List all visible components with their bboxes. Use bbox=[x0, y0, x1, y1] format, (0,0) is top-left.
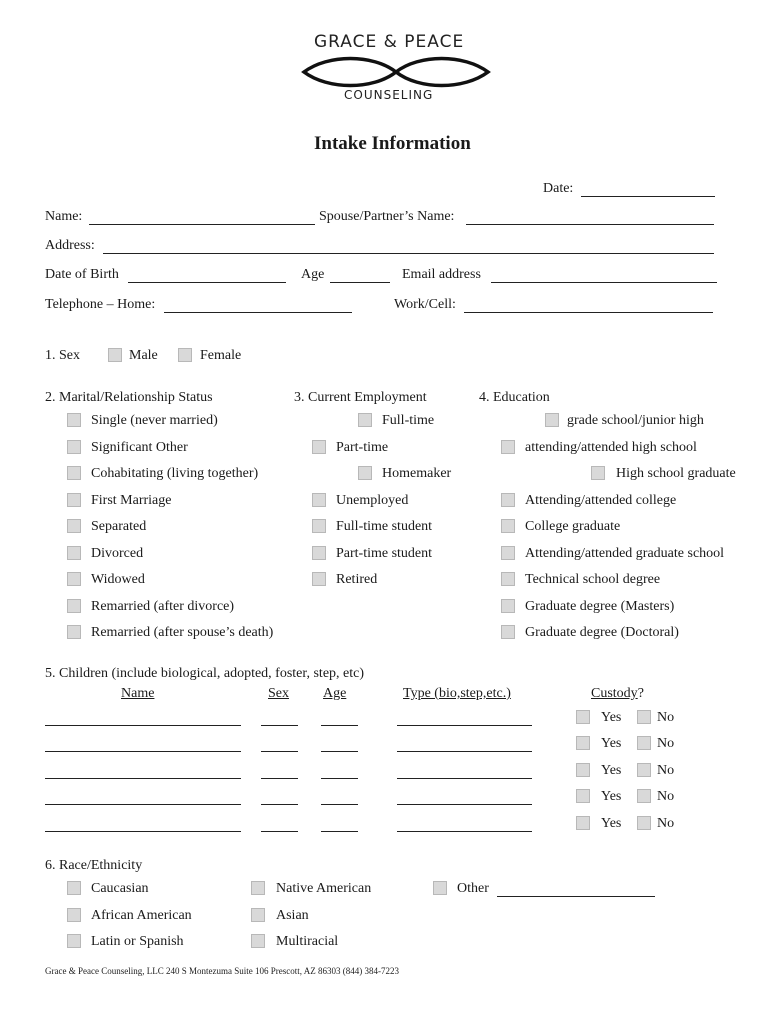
employment-part-time-student-label: Part-time student bbox=[336, 546, 433, 561]
marital-widowed-checkbox[interactable] bbox=[67, 572, 81, 586]
marital-remarried-death-checkbox[interactable] bbox=[67, 625, 81, 639]
work-cell-label: Work/Cell: bbox=[394, 297, 456, 312]
child-4-sex-field[interactable] bbox=[261, 804, 298, 805]
marital-first-marriage-checkbox[interactable] bbox=[67, 493, 81, 507]
race-caucasian-checkbox[interactable] bbox=[67, 881, 81, 895]
email-label: Email address bbox=[402, 267, 481, 282]
child-5-age-field[interactable] bbox=[321, 831, 358, 832]
marital-single-checkbox[interactable] bbox=[67, 413, 81, 427]
race-heading: 6. Race/Ethnicity bbox=[45, 858, 143, 873]
female-checkbox[interactable] bbox=[178, 348, 192, 362]
child-4-custody-yes-checkbox[interactable] bbox=[576, 789, 590, 803]
child-1-custody-yes-label: Yes bbox=[601, 710, 622, 725]
marital-single-label: Single (never married) bbox=[91, 413, 218, 428]
children-col-type: Type (bio,step,etc.) bbox=[403, 686, 511, 701]
child-3-custody-yes-label: Yes bbox=[601, 763, 622, 778]
employment-retired-label: Retired bbox=[336, 572, 378, 587]
marital-cohabitating-checkbox[interactable] bbox=[67, 466, 81, 480]
dob-field[interactable] bbox=[128, 282, 286, 283]
child-1-name-field[interactable] bbox=[45, 725, 241, 726]
children-col-age: Age bbox=[323, 686, 347, 701]
date-label: Date: bbox=[543, 181, 574, 196]
race-other-field[interactable] bbox=[497, 896, 655, 897]
education-doctoral-label: Graduate degree (Doctoral) bbox=[525, 625, 679, 640]
date-field[interactable] bbox=[581, 196, 715, 197]
marital-cohabitating-label: Cohabitating (living together) bbox=[91, 466, 259, 481]
education-high-school-label: attending/attended high school bbox=[525, 440, 697, 455]
age-label: Age bbox=[301, 267, 325, 282]
marital-divorced-checkbox[interactable] bbox=[67, 546, 81, 560]
name-field[interactable] bbox=[89, 224, 315, 225]
dob-label: Date of Birth bbox=[45, 267, 119, 282]
marital-heading: 2. Marital/Relationship Status bbox=[45, 390, 213, 405]
education-graduate-school-label: Attending/attended graduate school bbox=[525, 546, 725, 561]
race-asian-label: Asian bbox=[276, 908, 309, 923]
race-other-checkbox[interactable] bbox=[433, 881, 447, 895]
marital-divorced-label: Divorced bbox=[91, 546, 144, 561]
children-col-custody-q: ? bbox=[637, 686, 644, 701]
address-field[interactable] bbox=[103, 253, 714, 254]
employment-full-time-checkbox[interactable] bbox=[358, 413, 372, 427]
education-college-graduate-label: College graduate bbox=[525, 519, 621, 534]
child-5-name-field[interactable] bbox=[45, 831, 241, 832]
address-label: Address: bbox=[45, 238, 95, 253]
employment-unemployed-checkbox[interactable] bbox=[312, 493, 326, 507]
marital-widowed-label: Widowed bbox=[91, 572, 145, 587]
children-col-name: Name bbox=[121, 686, 155, 701]
marital-remarried-death-label: Remarried (after spouse’s death) bbox=[91, 625, 274, 640]
employment-homemaker-label: Homemaker bbox=[382, 466, 452, 481]
child-4-custody-yes-label: Yes bbox=[601, 789, 622, 804]
child-1-sex-field[interactable] bbox=[261, 725, 298, 726]
name-label: Name: bbox=[45, 209, 83, 224]
children-heading: 5. Children (include biological, adopted, foster, step, etc) bbox=[45, 666, 365, 681]
child-2-sex-field[interactable] bbox=[261, 751, 298, 752]
employment-part-time-student-checkbox[interactable] bbox=[312, 546, 326, 560]
race-asian-checkbox[interactable] bbox=[251, 908, 265, 922]
employment-full-time-label: Full-time bbox=[382, 413, 435, 428]
child-4-age-field[interactable] bbox=[321, 804, 358, 805]
child-2-custody-no-checkbox[interactable] bbox=[637, 736, 651, 750]
education-college-checkbox[interactable] bbox=[501, 493, 515, 507]
logo-bottom-text: COUNSELING bbox=[344, 88, 434, 102]
footer-text: Grace & Peace Counseling, LLC 240 S Montezuma Suite 106 Prescott, AZ 86303 (844) 384-7223 bbox=[45, 966, 399, 976]
child-1-custody-yes-checkbox[interactable] bbox=[576, 710, 590, 724]
employment-unemployed-label: Unemployed bbox=[336, 493, 409, 508]
child-3-custody-yes-checkbox[interactable] bbox=[576, 763, 590, 777]
spouse-label: Spouse/Partner’s Name: bbox=[319, 209, 455, 224]
race-latin-label: Latin or Spanish bbox=[91, 934, 184, 949]
logo-infinity-mark bbox=[298, 52, 494, 92]
employment-retired-checkbox[interactable] bbox=[312, 572, 326, 586]
page-title: Intake Information bbox=[314, 133, 471, 154]
employment-part-time-checkbox[interactable] bbox=[312, 440, 326, 454]
male-checkbox[interactable] bbox=[108, 348, 122, 362]
tel-home-label: Telephone – Home: bbox=[45, 297, 156, 312]
education-masters-label: Graduate degree (Masters) bbox=[525, 599, 675, 614]
child-5-type-field[interactable] bbox=[397, 831, 532, 832]
education-college-graduate-checkbox[interactable] bbox=[501, 519, 515, 533]
child-3-name-field[interactable] bbox=[45, 778, 241, 779]
child-5-custody-yes-label: Yes bbox=[601, 816, 622, 831]
employment-heading: 3. Current Employment bbox=[294, 390, 427, 405]
education-technical-checkbox[interactable] bbox=[501, 572, 515, 586]
tel-home-field[interactable] bbox=[164, 312, 352, 313]
child-1-custody-no-label: No bbox=[657, 710, 675, 725]
female-label: Female bbox=[200, 348, 242, 363]
education-grade-school-label: grade school/junior high bbox=[567, 413, 704, 428]
email-field[interactable] bbox=[491, 282, 717, 283]
marital-remarried-divorce-checkbox[interactable] bbox=[67, 599, 81, 613]
education-hs-graduate-checkbox[interactable] bbox=[591, 466, 605, 480]
employment-homemaker-checkbox[interactable] bbox=[358, 466, 372, 480]
race-african-american-checkbox[interactable] bbox=[67, 908, 81, 922]
children-col-custody bbox=[591, 686, 644, 702]
child-5-custody-no-checkbox[interactable] bbox=[637, 816, 651, 830]
race-african-american-label: African American bbox=[91, 908, 192, 923]
sex-heading: 1. Sex bbox=[45, 348, 80, 363]
education-grade-school-checkbox[interactable] bbox=[545, 413, 559, 427]
child-5-sex-field[interactable] bbox=[261, 831, 298, 832]
spouse-field[interactable] bbox=[466, 224, 714, 225]
child-3-type-field[interactable] bbox=[397, 778, 532, 779]
child-4-type-field[interactable] bbox=[397, 804, 532, 805]
race-multiracial-checkbox[interactable] bbox=[251, 934, 265, 948]
education-graduate-school-checkbox[interactable] bbox=[501, 546, 515, 560]
male-label: Male bbox=[129, 348, 158, 363]
marital-remarried-divorce-label: Remarried (after divorce) bbox=[91, 599, 235, 614]
race-native-american-label: Native American bbox=[276, 881, 372, 896]
child-2-age-field[interactable] bbox=[321, 751, 358, 752]
race-multiracial-label: Multiracial bbox=[276, 934, 339, 949]
child-2-custody-yes-checkbox[interactable] bbox=[576, 736, 590, 750]
employment-part-time-label: Part-time bbox=[336, 440, 389, 455]
marital-significant-other-label: Significant Other bbox=[91, 440, 188, 455]
marital-separated-checkbox[interactable] bbox=[67, 519, 81, 533]
child-2-type-field[interactable] bbox=[397, 751, 532, 752]
logo-top-text: GRACE & PEACE bbox=[314, 32, 465, 52]
education-high-school-checkbox[interactable] bbox=[501, 440, 515, 454]
race-caucasian-label: Caucasian bbox=[91, 881, 149, 896]
child-4-custody-no-checkbox[interactable] bbox=[637, 789, 651, 803]
child-5-custody-no-label: No bbox=[657, 816, 675, 831]
child-5-custody-yes-checkbox[interactable] bbox=[576, 816, 590, 830]
employment-full-time-student-checkbox[interactable] bbox=[312, 519, 326, 533]
marital-significant-other-checkbox[interactable] bbox=[67, 440, 81, 454]
race-native-american-checkbox[interactable] bbox=[251, 881, 265, 895]
education-college-label: Attending/attended college bbox=[525, 493, 677, 508]
age-field[interactable] bbox=[330, 282, 390, 283]
work-cell-field[interactable] bbox=[464, 312, 713, 313]
marital-separated-label: Separated bbox=[91, 519, 147, 534]
child-1-type-field[interactable] bbox=[397, 725, 532, 726]
child-3-custody-no-label: No bbox=[657, 763, 675, 778]
employment-full-time-student-label: Full-time student bbox=[336, 519, 433, 534]
child-3-age-field[interactable] bbox=[321, 778, 358, 779]
education-doctoral-checkbox[interactable] bbox=[501, 625, 515, 639]
race-other-label: Other bbox=[457, 881, 489, 896]
education-hs-graduate-label: High school graduate bbox=[616, 466, 736, 481]
child-3-custody-no-checkbox[interactable] bbox=[637, 763, 651, 777]
education-masters-checkbox[interactable] bbox=[501, 599, 515, 613]
child-2-name-field[interactable] bbox=[45, 751, 241, 752]
child-4-name-field[interactable] bbox=[45, 804, 241, 805]
children-col-sex: Sex bbox=[268, 686, 289, 701]
race-latin-checkbox[interactable] bbox=[67, 934, 81, 948]
education-technical-label: Technical school degree bbox=[525, 572, 661, 587]
child-3-sex-field[interactable] bbox=[261, 778, 298, 779]
child-2-custody-yes-label: Yes bbox=[601, 736, 622, 751]
child-1-age-field[interactable] bbox=[321, 725, 358, 726]
child-1-custody-no-checkbox[interactable] bbox=[637, 710, 651, 724]
child-2-custody-no-label: No bbox=[657, 736, 675, 751]
children-col-custody-text: Custody bbox=[591, 686, 638, 701]
marital-first-marriage-label: First Marriage bbox=[91, 493, 172, 508]
education-heading: 4. Education bbox=[479, 390, 550, 405]
child-4-custody-no-label: No bbox=[657, 789, 675, 804]
